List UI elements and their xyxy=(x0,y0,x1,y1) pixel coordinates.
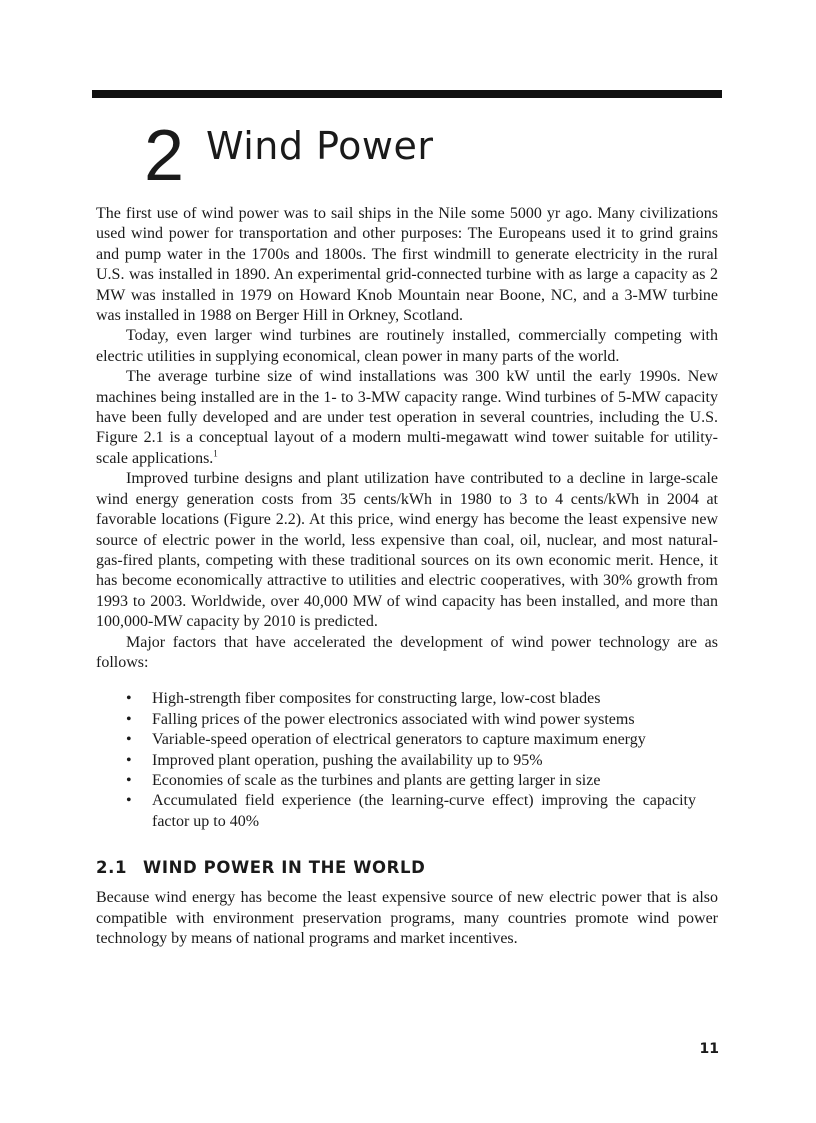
list-item xyxy=(126,689,696,709)
section-heading xyxy=(96,856,718,880)
section-number: 2.1 xyxy=(96,858,128,878)
paragraph-turbine-size-text: The average turbine size of wind installations was 300 kW until the early 1990s. New machines being installed are in the 1- to 3-MW capacity range. Wind turbines of 5-MW capacity have been fully developed and are under test operation in several countries, including the U.S. Figure 2.1 is a conceptual layout of a modern multi-megawatt wind tower suitable for utility-scale applications. xyxy=(96,368,718,467)
section-paragraph: Because wind energy has become the least expensive source of new electric power that is also compatible with environment preservation programs, many countries promote wind power technology by means of national programs and market incentives. xyxy=(96,889,718,947)
page-number: 11 xyxy=(699,1041,719,1057)
bullet-icon: • xyxy=(126,771,132,789)
list-item xyxy=(126,710,696,730)
bullet-icon: • xyxy=(126,690,132,708)
list-item xyxy=(126,730,696,750)
paragraph-history: The first use of wind power was to sail ships in the Nile some 5000 yr ago. Many civilizations used wind power for transportation and other purposes: The Europeans used it to grind grains and pump water in the 1700s and 1800s. The first windmill to generate electricity in the rural U.S. was installed in 1890. An experimental grid-connected turbine with as large a capacity as 2 MW was installed in 1979 on Howard Knob Mountain near Boone, NC, and a 3-MW turbine was installed in 1988 on Berger Hill in Orkney, Scotland. xyxy=(96,205,718,325)
bullet-icon: • xyxy=(126,751,132,769)
list-item-text: Variable-speed operation of electrical generators to capture maximum energy xyxy=(152,731,646,749)
list-item xyxy=(126,771,696,791)
list-item xyxy=(126,751,696,771)
chapter-body xyxy=(96,204,718,949)
list-item xyxy=(126,791,696,832)
paragraph-costs: Improved turbine designs and plant utilization have contributed to a decline in large-scale wind energy generation costs from 35 cents/kWh in 1980 to 3 to 4 cents/kWh in 2004 at favorable locations (Figure 2.2). At this price, wind energy has become the least expensive new source of electric power in the world, less expensive than coal, oil, nuclear, and most natural-gas-fired plants, competing with these traditional sources on its own economic merit. Hence, it has become economically attractive to utilities and electric cooperatives, with 30% growth from 1993 to 2003. Worldwide, over 40,000 MW of wind capacity has been installed, and more than 100,000-MW capacity by 2010 is predicted. xyxy=(96,470,718,631)
chapter-title: Wind Power xyxy=(206,124,434,168)
list-item-text: Accumulated field experience (the learning-curve effect) improving the capacity factor up to 40% xyxy=(152,792,696,830)
paragraph-factors-intro: Major factors that have accelerated the development of wind power technology are as follows: xyxy=(96,633,718,671)
section-title: WIND POWER IN THE WORLD xyxy=(143,858,426,878)
paragraph-turbine-size xyxy=(96,367,718,469)
bullet-icon: • xyxy=(126,710,132,728)
chapter-top-rule xyxy=(92,90,722,98)
bullet-icon: • xyxy=(126,792,132,810)
bullet-icon: • xyxy=(126,731,132,749)
footnote-reference[interactable]: 1 xyxy=(213,448,218,459)
paragraph-today: Today, even larger wind turbines are routinely installed, commercially competing with electric utilities in supplying economical, clean power in many parts of the world. xyxy=(96,327,718,365)
list-item-text: Falling prices of the power electronics associated with wind power systems xyxy=(152,710,635,728)
list-item-text: High-strength fiber composites for constructing large, low-cost blades xyxy=(152,690,601,708)
list-item-text: Economies of scale as the turbines and plants are getting larger in size xyxy=(152,771,601,789)
factors-list xyxy=(96,689,718,832)
list-item-text: Improved plant operation, pushing the availability up to 95% xyxy=(152,751,543,769)
chapter-number: 2 xyxy=(144,116,185,196)
